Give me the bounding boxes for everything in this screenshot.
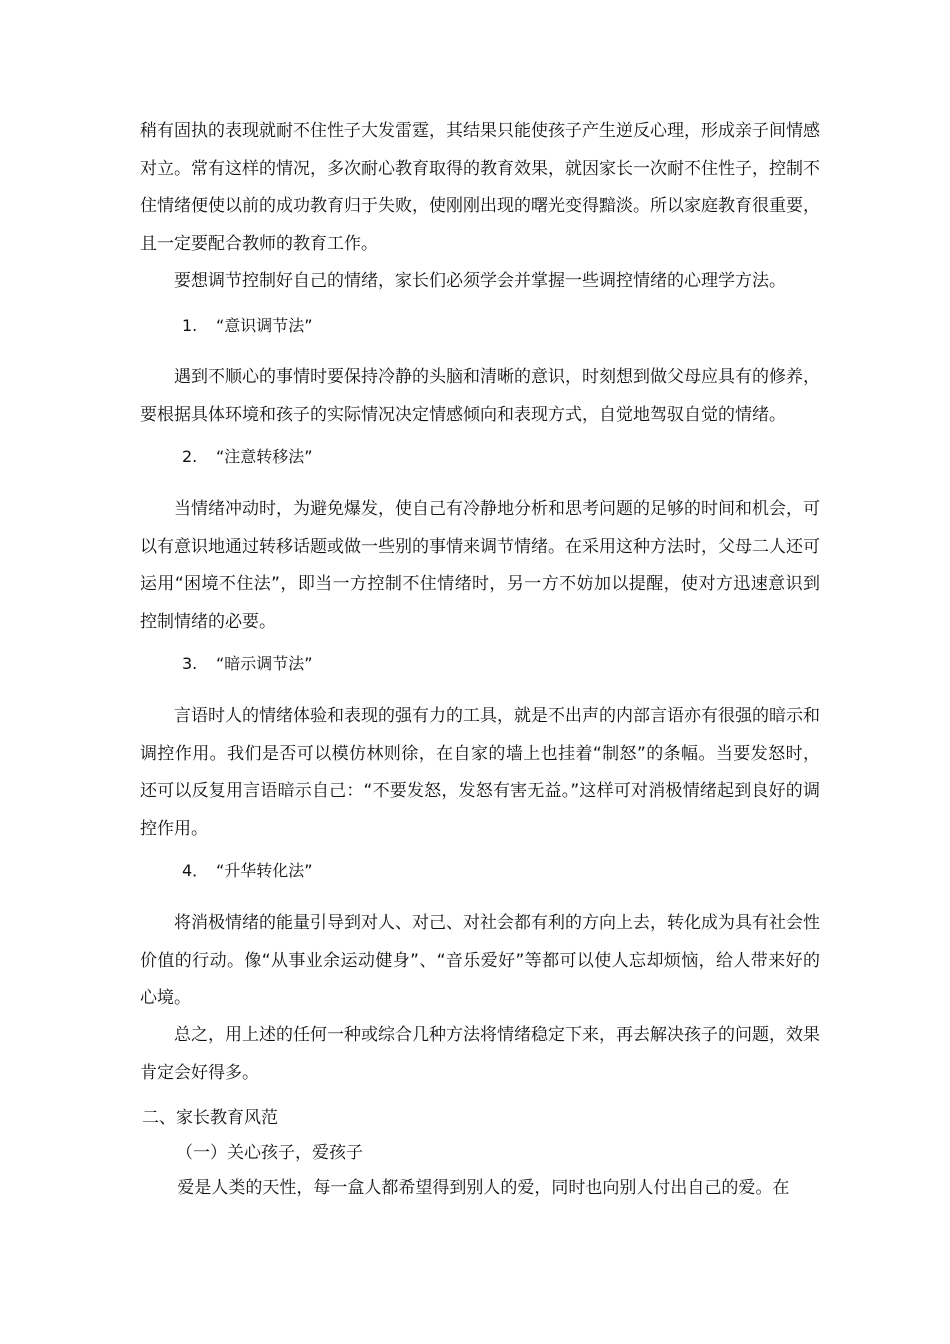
- paragraph-4: 当情绪冲动时，为避免爆发，使自己有冷静地分析和思考问题的足够的时间和机会，可以有意识地通过转移话题或做一些别的事情来调节情绪。在采用这种方法时，父母二人还可运用“困境不住法”，即当一方控制不住情绪时，另一方不妨加以提醒，使对方迅速意识到控制情绪的必要。: [140, 499, 820, 632]
- method-title: “意识调节法”: [216, 316, 313, 335]
- method-title: “升华转化法”: [216, 861, 313, 880]
- paragraph-1: 稍有固执的表现就耐不住性子大发雷霆，其结果只能使孩子产生逆反心理，形成亲子间情感对立。常有这样的情况，多次耐心教育取得的教育效果，就因家长一次耐不住性子，控制不住情绪便使以前的成功教育归于失败，使刚刚出现的曙光变得黯淡。所以家庭教育很重要，且一定要配合教师的教育工作。: [140, 121, 820, 254]
- paragraph-2: 要想调节控制好自己的情绪，家长们必须学会并掌握一些调控情绪的心理学方法。: [174, 271, 786, 291]
- section-heading: 二、家长教育风范: [142, 1108, 278, 1128]
- method-number: 2.: [182, 447, 198, 466]
- paragraph-3: 遇到不顺心的事情时要保持冷静的头脑和清晰的意识，时刻想到做父母应具有的修养，要根据具体环境和孩子的实际情况决定情感倾向和表现方式，自觉地驾驭自觉的情绪。: [140, 367, 820, 425]
- paragraph-6: 将消极情绪的能量引导到对人、对己、对社会都有利的方向上去，转化成为具有社会性价值的行动。像“从事业余运动健身”、“音乐爱好”等都可以使人忘却烦恼，给人带来好的心境。: [140, 913, 820, 1008]
- method-number: 4．: [182, 861, 209, 880]
- method-title: “暗示调节法”: [216, 654, 313, 673]
- paragraph-7: 总之，用上述的任何一种或综合几种方法将情绪稳定下来，再去解决孩子的问题，效果肯定会好得多。: [140, 1025, 820, 1083]
- method-title: “注意转移法”: [216, 447, 313, 466]
- method-item-1: [182, 314, 313, 338]
- method-number: 3.: [182, 654, 198, 673]
- subsection-heading: （一）关心孩子，爱孩子: [176, 1143, 363, 1163]
- paragraph-5: 言语时人的情绪体验和表现的强有力的工具，就是不出声的内部言语亦有很强的暗示和调控作用。我们是否可以模仿林则徐，在自家的墙上也挂着“制怒”的条幅。当要发怒时，还可以反复用言语暗示自己：“不要发怒，发怒有害无益。”这样可对消极情绪起到良好的调控作用。: [140, 706, 820, 839]
- paragraph-8: 爱是人类的天性，每一盒人都希望得到别人的爱，同时也向别人付出自己的爱。在: [177, 1178, 790, 1198]
- method-item-4: [182, 859, 313, 883]
- method-item-2: [182, 445, 313, 469]
- method-number: 1.: [182, 316, 198, 335]
- method-item-3: [182, 652, 313, 676]
